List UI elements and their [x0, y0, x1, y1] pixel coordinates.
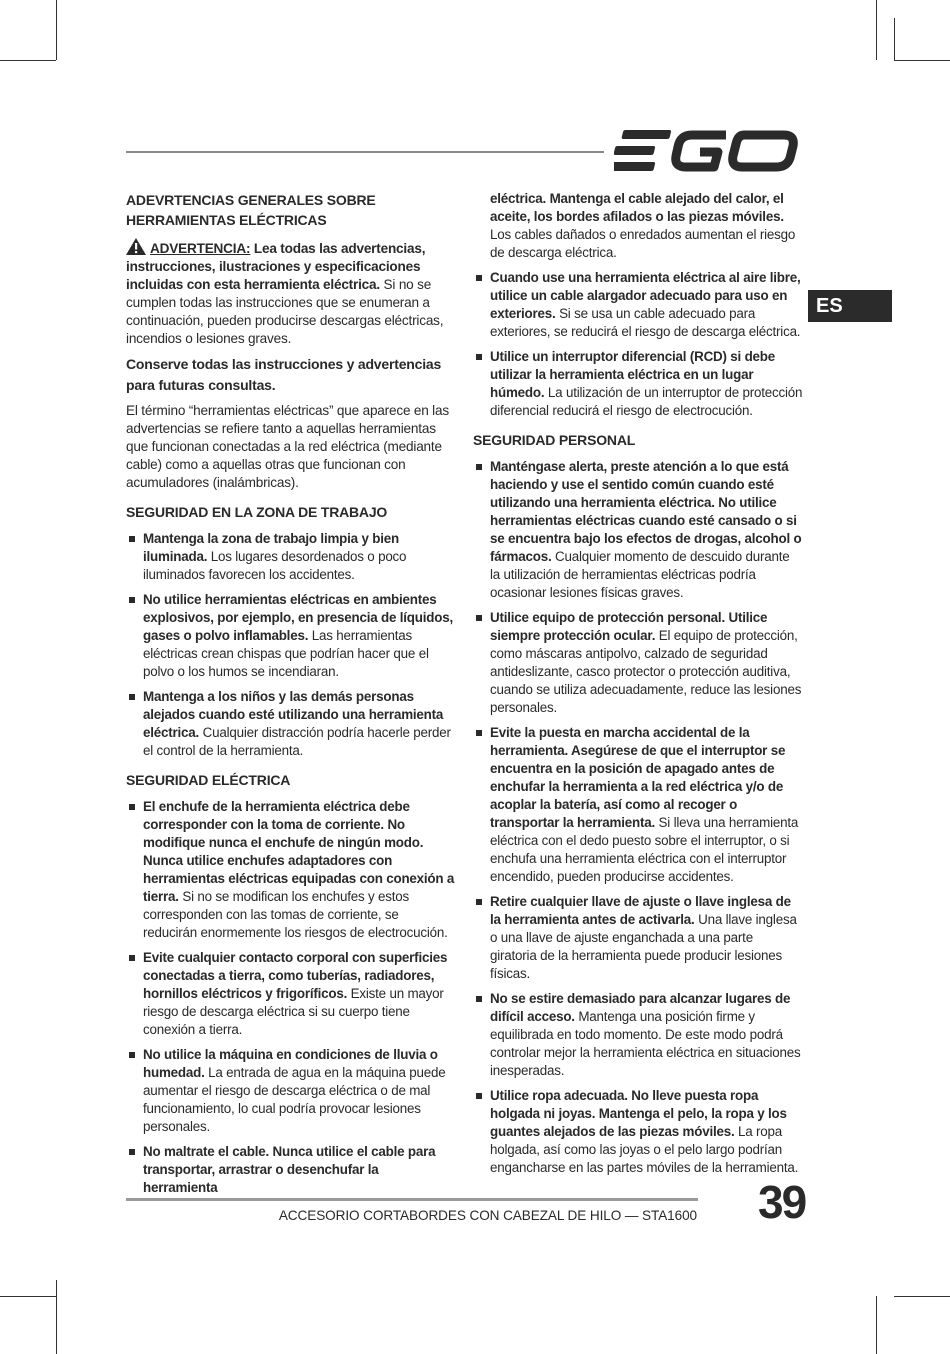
- list-item: Utilice un interruptor diferencial (RCD) si debe utilizar la herramienta eléctrica en un lugar húmedo. La utilización de un interruptor de protección diferencial reducirá el riesgo de electrocución.: [473, 348, 803, 420]
- list-item: El enchufe de la herramienta eléctrica debe corresponder con la toma de corriente. No modifique nunca el enchufe de ningún modo. Nunca utilice enchufes adaptadores con herramientas eléctricas equipadas con conexión a tierra. Si no se modifican los enchufes y estos corresponden con las tomas de corriente, se reducirán enormemente los riesgos de electrocución.: [126, 798, 456, 942]
- list-item: Manténgase alerta, preste atención a lo que está haciendo y use el sentido común cuando esté utilizando una herramienta eléctrica. No utilice herramientas eléctricas cuando esté cansado o si se encuentra bajo los efectos de drogas, alcohol o fármacos. Cualquier momento de descuido durante la utilización de herramientas eléctricas podría ocasionar lesiones físicas graves.: [473, 458, 803, 602]
- warning-paragraph: [126, 238, 456, 348]
- crop-mark: [0, 1296, 56, 1297]
- footer-rule: [126, 1198, 698, 1201]
- list-item: No utilice herramientas eléctricas en ambientes explosivos, por ejemplo, en presencia de líquidos, gases o polvo inflamables. Las herramientas eléctricas crean chispas que podrían hacer que el polvo o los humos se incendiaran.: [126, 591, 456, 681]
- crop-mark: [56, 1280, 57, 1354]
- ego-logo: [614, 128, 802, 174]
- list-item: Evite la puesta en marcha accidental de la herramienta. Asegúrese de que el interruptor se encuentra en la posición de apagado antes de enchufar la herramienta a la red eléctrica y/o de acoplar la batería, así como al recoger o transportar la herramienta. Si lleva una herramienta eléctrica con el dedo puesto sobre el interruptor, o si enchufa una herramienta eléctrica con el interruptor encendido, pueden producirse accidentes.: [473, 724, 803, 886]
- list-item: Utilice ropa adecuada. No lleve puesta ropa holgada ni joyas. Mantenga el pelo, la ropa y los guantes alejados de las piezas móviles. La ropa holgada, así como las joyas o el pelo largo podrían engancharse en las partes móviles de la herramienta.: [473, 1087, 803, 1177]
- personal-list: [473, 458, 803, 1177]
- list-item: Cuando use una herramienta eléctrica al aire libre, utilice un cable alargador adecuado para uso en exteriores. Si se usa un cable adecuado para exteriores, se reducirá el riesgo de descarga eléctrica.: [473, 269, 803, 341]
- section-heading-general: ADEVRTENCIAS GENERALES SOBRE HERRAMIENTAS ELÉCTRICAS: [126, 192, 376, 228]
- language-tab: ES: [808, 290, 892, 322]
- list-item: Mantenga a los niños y las demás personas alejados cuando esté utilizando una herramienta eléctrica. Cualquier distracción podría hacerle perder el control de la herramienta.: [126, 688, 456, 760]
- crop-mark: [876, 0, 877, 60]
- electric-list: [126, 798, 456, 1197]
- list-item: Evite cualquier contacto corporal con superficies conectadas a tierra, como tuberías, radiadores, hornillos eléctricos y frigoríficos. Existe un mayor riesgo de descarga eléctrica si su cuerpo tiene conexión a tierra.: [126, 949, 456, 1039]
- page-number: 39: [758, 1176, 806, 1228]
- list-item: No maltrate el cable. Nunca utilice el cable para transportar, arrastrar o desenchufar la herramienta: [126, 1143, 456, 1197]
- crop-mark: [56, 0, 57, 60]
- list-item: Utilice equipo de protección personal. Utilice siempre protección ocular. El equipo de protección, como máscaras antipolvo, calzado de seguridad antideslizante, casco protector o protección auditiva, cuando se utiliza adecuadamente, reduce las lesiones personales.: [473, 609, 803, 717]
- warning-label: ADVERTENCIA:: [150, 241, 251, 256]
- crop-mark: [876, 1296, 877, 1354]
- crop-mark: [894, 18, 895, 60]
- right-column: [473, 190, 803, 1184]
- warning-triangle-icon: [126, 238, 146, 255]
- list-item-continued: eléctrica. Mantenga el cable alejado del calor, el aceite, los bordes afilados o las piezas móviles. Los cables dañados o enredados aumentan el riesgo de descarga eléctrica.: [490, 191, 796, 260]
- section-heading-electric: SEGURIDAD ELÉCTRICA: [126, 772, 291, 788]
- list-item: Retire cualquier llave de ajuste o llave inglesa de la herramienta antes de activarla. Una llave inglesa o una llave de ajuste enganchada a una parte giratoria de la herramienta puede producir lesiones físicas.: [473, 893, 803, 983]
- footer-title: ACCESORIO CORTABORDES CON CABEZAL DE HILO — STA1600: [278, 1208, 697, 1223]
- warning-bold-text: Lea todas las advertencias, instrucciones, ilustraciones y especificaciones incluidas con esta herramienta eléctrica.: [126, 241, 426, 292]
- crop-mark: [0, 60, 56, 61]
- term-paragraph: El término “herramientas eléctricas” que aparece en las advertencias se refiere tanto a aquellas herramientas que funcionan conectadas a la red eléctrica (mediante cable) como a aquellas otras que funcionan con acumuladores (inalámbricas).: [126, 403, 449, 490]
- list-item: No se estire demasiado para alcanzar lugares de difícil acceso. Mantenga una posición firme y equilibrada en todo momento. De este modo podrá controlar mejor la herramienta eléctrica en situaciones inesperadas.: [473, 990, 803, 1080]
- warning-text: Si no se cumplen todas las instrucciones que se enumeran a continuación, pueden producirse descargas eléctricas, incendios o lesiones graves.: [126, 277, 444, 346]
- header-rule: [126, 151, 604, 153]
- left-column: [126, 190, 456, 1204]
- list-item: No utilice la máquina en condiciones de lluvia o humedad. La entrada de agua en la máquina puede aumentar el riesgo de descarga eléctrica o de mal funcionamiento, lo cual podría provocar lesiones personales.: [126, 1046, 456, 1136]
- crop-mark: [894, 1296, 950, 1297]
- work-area-list: [126, 530, 456, 760]
- list-item: Mantenga la zona de trabajo limpia y bien iluminada. Los lugares desordenados o poco iluminados favorecen los accidentes.: [126, 530, 456, 584]
- conserve-instructions: Conserve todas las instrucciones y advertencias para futuras consultas.: [126, 356, 442, 393]
- section-heading-personal: SEGURIDAD PERSONAL: [473, 432, 636, 448]
- section-heading-work-area: SEGURIDAD EN LA ZONA DE TRABAJO: [126, 504, 388, 520]
- electric-list-continued: [473, 269, 803, 420]
- crop-mark: [894, 60, 950, 61]
